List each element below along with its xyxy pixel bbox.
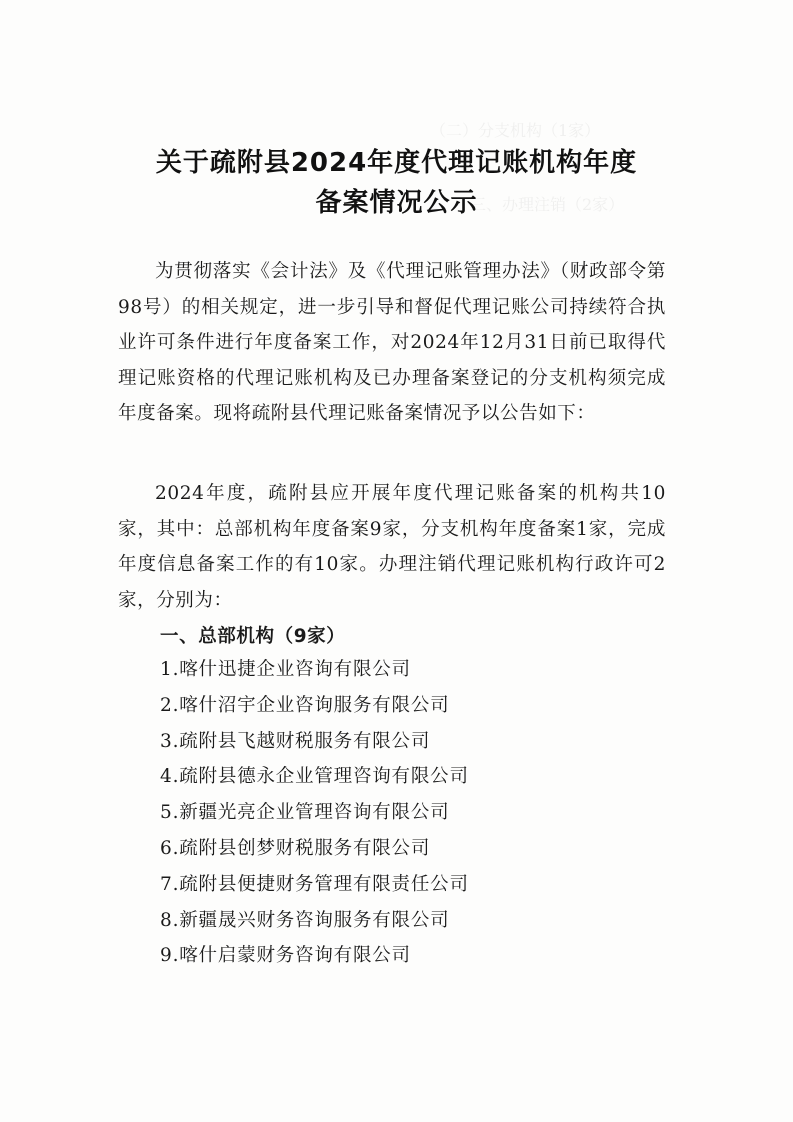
list-item: 8.新疆晟兴财务咨询服务有限公司 <box>160 909 450 931</box>
company-list <box>160 652 469 974</box>
intro-paragraph: 为贯彻落实《会计法》及《代理记账管理办法》（财政部令第98号）的相关规定，进一步引导和督促代理记账公司持续符合执业许可条件进行年度备案工作，对2024年12月31日前已取得代理记账资格的代理记账机构及已办理备案登记的分支机构须完成年度备案。现将疏附县代理记账备案情况予以公告如下： <box>118 261 666 425</box>
list-item: 3.疏附县飞越财税服务有限公司 <box>160 730 431 752</box>
document-title-line-2: 备案情况公示 <box>315 188 478 218</box>
list-item: 7.疏附县便捷财务管理有限责任公司 <box>160 873 469 895</box>
list-item: 6.疏附县创梦财税服务有限公司 <box>160 837 431 859</box>
summary-paragraph: 2024年度，疏附县应开展年度代理记账备案的机构共10家，其中：总部机构年度备案9家，分支机构年度备案1家，完成年度信息备案工作的有10家。办理注销代理记账机构行政许可2家，分别为： <box>118 483 666 611</box>
show-through-artifact: 三、办理注销（2家） <box>470 195 625 214</box>
list-item: 1.喀什迅捷企业咨询有限公司 <box>160 659 411 680</box>
list-item: 9.喀什启蒙财务咨询有限公司 <box>160 945 411 967</box>
list-item: 2.喀什沼宇企业咨询服务有限公司 <box>160 694 450 716</box>
document-title-line-1: 关于疏附县2024年度代理记账机构年度 <box>155 148 638 178</box>
list-item: 4.疏附县德永企业管理咨询有限公司 <box>160 766 469 788</box>
list-item: 5.新疆光亮企业管理咨询有限公司 <box>160 802 450 824</box>
show-through-artifact: （二）分支机构（1家） <box>430 121 601 140</box>
section-heading-headquarters: 一、总部机构（9家） <box>160 626 346 647</box>
